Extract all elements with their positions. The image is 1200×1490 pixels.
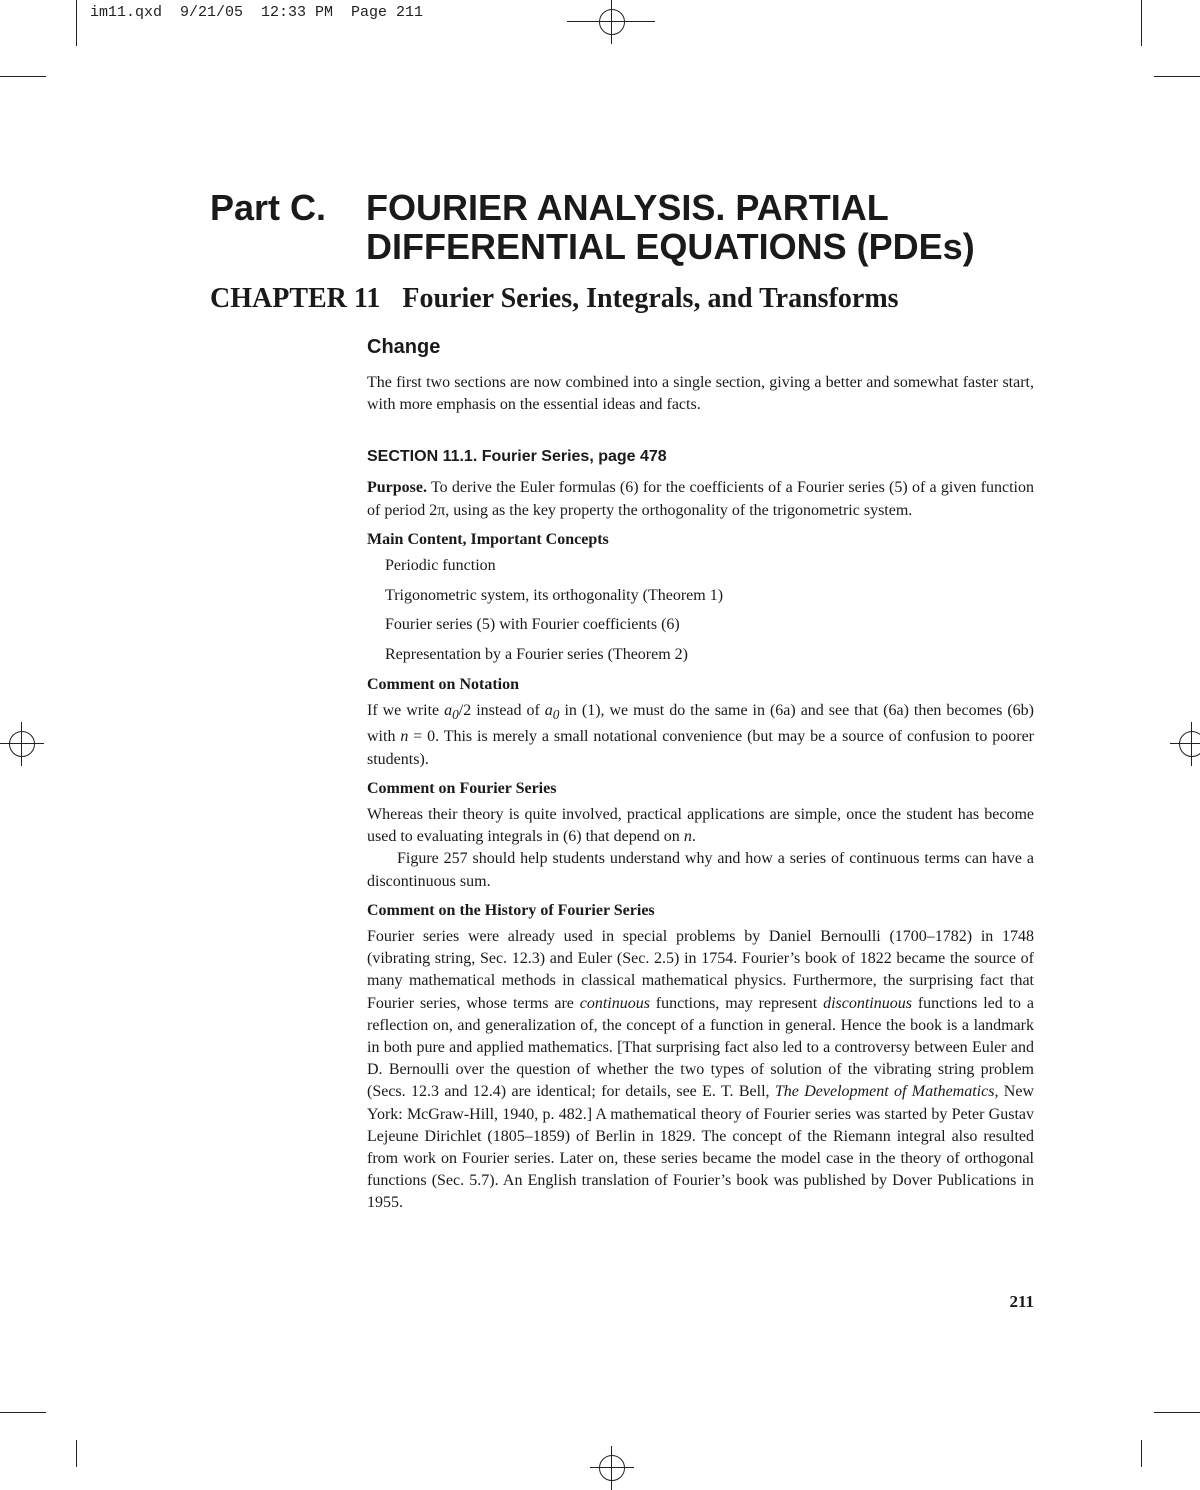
print-slug: im11.qxd 9/21/05 12:33 PM Page 211: [90, 4, 424, 21]
text-run: New York: McGraw-Hill, 1940, p. 482.] A mathematical theory of Fourier series was started by Peter Gustav Lejeune Dirichlet (1805–1859) of Berlin in 1829. The concept of the Riemann integral also resulted from work on Fourier series. Later on, these series became the model case in the theory of orthogonal functions (Sec. 5.7). An English translation of Fourier’s book was published by Dover Publications in 1955.: [367, 1083, 1035, 1212]
chapter-title: Fourier Series, Integrals, and Transforms: [402, 283, 899, 314]
text-run: functions led to a reflection on, and generalization of, the concept of a function in general. Hence the book is a landmark in both pure and applied mathematics. [That surprising fact also led to a controversy between Euler and D. Bernoulli over the question of whether the two types of solution of the vibrating string problem (Secs. 12.3 and 12.4) are identical; for details, see E. T. Bell,: [367, 994, 1034, 1101]
fourier-paragraph-2: Figure 257 should help students understand why and how a series of continuous terms can have a discontinuous sum.: [367, 850, 1034, 890]
concepts-list: [367, 555, 1034, 666]
list-item: Representation by a Fourier series (Theorem 2): [385, 646, 689, 664]
crop-mark-top-right-vertical: [1141, 0, 1142, 46]
registration-mark-right: [1170, 722, 1200, 766]
math-symbol: n: [683, 828, 692, 846]
change-heading: Change: [367, 336, 441, 358]
registration-mark-top: [590, 0, 634, 44]
emphasis: discontinuous: [823, 994, 912, 1012]
crop-mark-top-left-horizontal: [0, 76, 46, 77]
math-symbol: a: [544, 702, 553, 720]
list-item: Trigonometric system, its orthogonality (Theorem 1): [385, 586, 724, 604]
notation-paragraph: [367, 700, 1034, 771]
crop-mark-top-left-vertical: [76, 0, 77, 46]
text-run: /2 instead of: [458, 702, 545, 720]
emphasis: continuous: [579, 994, 650, 1012]
fourier-paragraph-1: [367, 804, 1034, 848]
text-run: .: [691, 828, 696, 846]
math-symbol: a: [444, 702, 453, 720]
list-item: Fourier series (5) with Fourier coefficients (6): [385, 616, 680, 634]
math-subscript: 0: [552, 707, 560, 723]
registration-mark-bottom: [590, 1446, 634, 1490]
registration-mark-left: [0, 722, 44, 766]
fourier-heading: Comment on Fourier Series: [367, 779, 557, 797]
crop-mark-bottom-right-horizontal: [1154, 1412, 1200, 1413]
crop-mark-bottom-left-horizontal: [0, 1412, 46, 1413]
text-run: Whereas their theory is quite involved, practical applications are simple, once the student has become used to evaluating integrals in (6) that depend on: [367, 806, 1034, 846]
text-run: = 0. This is merely a small notational convenience (but may be a source of confusion to poorer students).: [367, 728, 1034, 768]
crop-mark-bottom-right-vertical: [1141, 1440, 1142, 1467]
history-paragraph: [367, 926, 1034, 1215]
purpose-paragraph: [367, 477, 1034, 521]
change-paragraph: The first two sections are now combined into a single section, giving a better and somewhat faster start, with more emphasis on the essential ideas and facts.: [367, 374, 1034, 414]
book-title: The Development of Mathematics,: [774, 1083, 999, 1101]
text-run: Fourier series were already used in special problems by Daniel Bernoulli (1700–1782) in 1748 (vibrating string, Sec. 12.3) and Euler (Sec. 2.5) in 1754. Fourier’s book of 1822 became the source of many mathematical methods in classical mathematical physics. Furthermore, the surprising fact that Fourier series, whose terms are: [367, 928, 1034, 1012]
chapter-heading: [210, 283, 899, 315]
text-run: in (1), we must do the same in (6a) and see that (6a) then becomes (6b) with: [367, 702, 1034, 746]
list-item: Periodic function: [385, 557, 496, 575]
main-content: [367, 334, 1034, 1215]
crop-mark-bottom-left-vertical: [76, 1440, 77, 1467]
purpose-text: To derive the Euler formulas (6) for the coefficients of a Fourier series (5) of a given function of period 2π, using as the key property the orthogonality of the trigonometric system.: [367, 479, 1035, 519]
chapter-label: CHAPTER 11: [210, 283, 381, 314]
history-heading: Comment on the History of Fourier Series: [367, 901, 655, 919]
math-symbol: n: [400, 728, 409, 746]
math-subscript: 0: [452, 707, 459, 723]
crop-mark-top-right-horizontal: [1154, 76, 1200, 77]
purpose-label: Purpose.: [367, 479, 427, 497]
notation-heading: Comment on Notation: [367, 675, 519, 693]
part-label: Part C.: [210, 187, 327, 228]
page-number: 211: [1009, 1292, 1034, 1311]
concepts-heading: Main Content, Important Concepts: [367, 530, 609, 548]
section-heading: SECTION 11.1. Fourier Series, page 478: [367, 448, 667, 466]
text-run: functions, may represent: [649, 994, 824, 1012]
part-title: FOURIER ANALYSIS. PARTIAL DIFFERENTIAL EQUATIONS (PDEs): [366, 187, 975, 267]
text-run: If we write: [367, 702, 445, 720]
